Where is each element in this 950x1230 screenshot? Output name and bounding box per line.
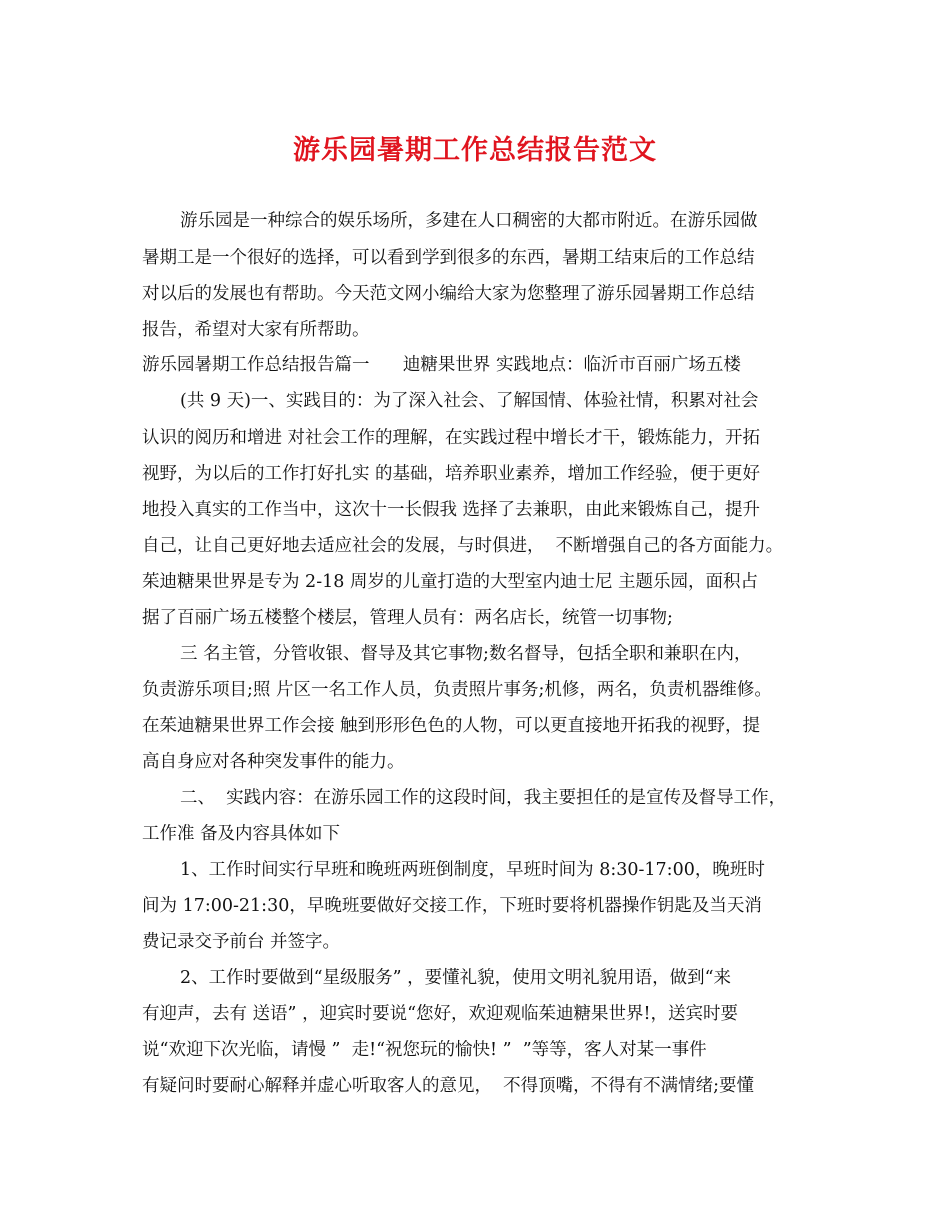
text-line: 视野，为以后的工作打好扎实 的基础，培养职业素养，增加工作经验，便于更好 [142, 464, 761, 484]
text-line: 间为 17:00-21:30，早晚班要做好交接工作，下班时要将机器操作钥匙及当天消 [142, 896, 762, 916]
text-line: 地投入真实的工作当中，这次十一长假我 选择了去兼职，由此来锻炼自己，提升 [142, 500, 761, 520]
text-line: (共 9 天)一、实践目的：为了深入社会、了解国情、体验社情，积累对社会 [180, 391, 759, 411]
text-line: 说“欢迎下次光临，请慢 ” 走!“祝您玩的愉快! ” ”等等，客人对某一事件 [142, 1040, 707, 1060]
text-line: 茱迪糖果世界是专为 2-18 周岁的儿童打造的大型室内迪士尼 主题乐园，面积占 [142, 572, 759, 592]
text-line: 游乐园是一种综合的娱乐场所，多建在人口稠密的大都市附近。在游乐园做 [180, 211, 758, 231]
text-line: 报告，希望对大家有所帮助。 [142, 320, 370, 340]
text-line: 游乐园暑期工作总结报告篇一 迪糖果世界 实践地点：临沂市百丽广场五楼 [142, 355, 741, 375]
document-title: 游乐园暑期工作总结报告范文 [293, 135, 657, 166]
text-line: 有疑问时要耐心解释并虚心听取客人的意见， 不得顶嘴，不得有不满情绪;要懂 [142, 1076, 755, 1096]
text-line: 负责游乐项目;照 片区一名工作人员，负责照片事务;机修，两名，负责机器维修。 [142, 680, 772, 700]
text-line: 二、 实践内容：在游乐园工作的这段时间，我主要担任的是宣传及督导工作， [180, 788, 787, 808]
text-line: 对以后的发展也有帮助。今天范文网小编给大家为您整理了游乐园暑期工作总结 [142, 284, 755, 304]
text-line: 三 名主管，分管收银、督导及其它事物;数名督导，包括全职和兼职在内， [180, 644, 752, 664]
text-line: 暑期工是一个很好的选择，可以看到学到很多的东西，暑期工结束后的工作总结 [142, 248, 755, 268]
text-line: 有迎声，去有 送语” ，迎宾时要说“您好，欢迎观临茱迪糖果世界!，送宾时要 [142, 1004, 739, 1024]
text-line: 费记录交予前台 并签字。 [142, 932, 341, 952]
text-line: 2、工作时要做到“星级服务” ，要懂礼貌，使用文明礼貌用语，做到“来 [180, 968, 732, 988]
text-line: 1、工作时间实行早班和晚班两班倒制度，早班时间为 8:30-17:00，晚班时 [180, 860, 765, 880]
text-line: 据了百丽广场五楼整个楼层，管理人员有：两名店长，统管一切事物; [142, 608, 673, 628]
text-line: 工作准 备及内容具体如下 [142, 824, 341, 844]
text-line: 在茱迪糖果世界工作会接 触到形形色色的人物，可以更直接地开拓我的视野，提 [142, 716, 761, 736]
text-line: 高自身应对各种突发事件的能力。 [142, 752, 405, 772]
text-line: 认识的阅历和增进 对社会工作的理解，在实践过程中增长才干，锻炼能力，开拓 [142, 428, 761, 448]
text-line: 自己，让自己更好地去适应社会的发展，与时俱进， 不断增强自己的各方面能力。 [142, 536, 784, 556]
